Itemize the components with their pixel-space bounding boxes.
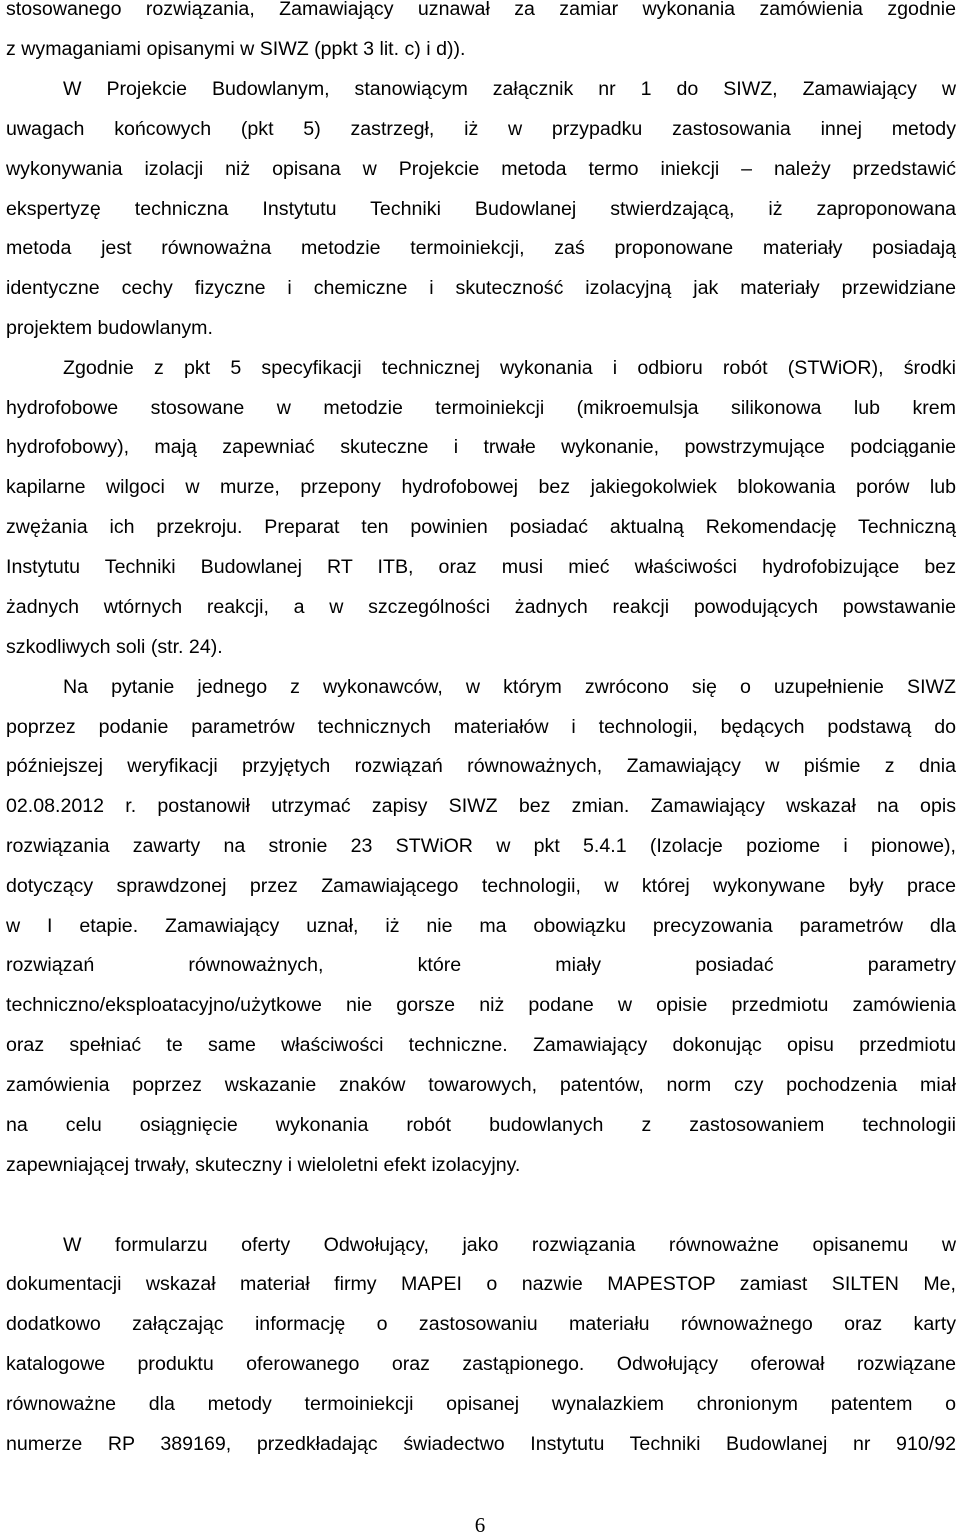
paragraph-start: W formularzu oferty Odwołujący, jako rozwiązania równoważne opisanemu w: [63, 1234, 956, 1256]
text-line: poprzez podanie parametrów technicznych materiałów i technologii, będących podstawą do: [6, 716, 956, 738]
text-line: równoważne dla metody termoiniekcji opisanej wynalazkiem chronionym patentem o: [6, 1393, 956, 1415]
text-line: rozwiązania zawarty na stronie 23 STWiOR w pkt 5.4.1 (Izolacje poziome i pionowe),: [6, 835, 956, 857]
text-line: rozwiązań równoważnych, które miały posiadać parametry: [6, 954, 956, 976]
text-line: żadnych wtórnych reakcji, a w szczególności żadnych reakcji powodujących powstawanie: [6, 596, 956, 618]
text-line: stosowanego rozwiązania, Zamawiający uznawał za zamiar wykonania zamówienia zgodnie: [6, 0, 956, 20]
paragraph-start: Zgodnie z pkt 5 specyfikacji technicznej wykonania i odbioru robót (STWiOR), środki: [63, 357, 956, 379]
paragraph-start: W Projekcie Budowlanym, stanowiącym załącznik nr 1 do SIWZ, Zamawiający w: [63, 78, 956, 100]
text-line: hydrofobowe stosowane w metodzie termoiniekcji (mikroemulsja silikonowa lub krem: [6, 397, 956, 419]
text-line: zapewniającej trwały, skuteczny i wieloletni efekt izolacyjny.: [6, 1154, 521, 1176]
text-line: późniejszej weryfikacji przyjętych rozwiązań równoważnych, Zamawiający w piśmie z dnia: [6, 755, 956, 777]
paragraph-start: Na pytanie jednego z wykonawców, w którym zwrócono się o uzupełnienie SIWZ: [63, 676, 956, 698]
text-line: szkodliwych soli (str. 24).: [6, 636, 223, 658]
text-line: numerze RP 389169, przedkładając świadectwo Instytutu Techniki Budowlanej nr 910/92: [6, 1433, 956, 1455]
text-line: ekspertyzę techniczna Instytutu Techniki Budowlanej stwierdzającą, iż zaproponowana: [6, 198, 956, 220]
text-line: oraz spełniać te same właściwości techniczne. Zamawiający dokonując opisu przedmiotu: [6, 1034, 956, 1056]
text-line: w I etapie. Zamawiający uznał, iż nie ma obowiązku precyzowania parametrów dla: [6, 915, 956, 937]
text-line: kapilarne wilgoci w murze, przepony hydrofobowej bez jakiegokolwiek blokowania porów lub: [6, 476, 956, 498]
text-line: techniczno/eksploatacyjno/użytkowe nie gorsze niż podane w opisie przedmiotu zamówienia: [6, 994, 956, 1016]
text-line: hydrofobowy), mają zapewniać skuteczne i trwałe wykonanie, powstrzymujące podciąganie: [6, 436, 956, 458]
text-line: uwagach końcowych (pkt 5) zastrzegł, iż w przypadku zastosowania innej metody: [6, 118, 956, 140]
text-line: dokumentacji wskazał materiał firmy MAPEI o nazwie MAPESTOP zamiast SILTEN Me,: [6, 1273, 956, 1295]
text-line: 02.08.2012 r. postanowił utrzymać zapisy SIWZ bez zmian. Zamawiający wskazał na opis: [6, 795, 956, 817]
text-line: na celu osiągnięcie wykonania robót budowlanych z zastosowaniem technologii: [6, 1114, 956, 1136]
text-line: identyczne cechy fizyczne i chemiczne i skuteczność izolacyjną jak materiały przewidziane: [6, 277, 956, 299]
page-number: 6: [474, 1513, 486, 1537]
text-line: zamówienia poprzez wskazanie znaków towarowych, patentów, norm czy pochodzenia miał: [6, 1074, 956, 1096]
text-line: z wymaganiami opisanymi w SIWZ (ppkt 3 lit. c) i d)).: [6, 38, 466, 60]
text-line: dodatkowo załączając informację o zastosowaniu materiału równoważnego oraz karty: [6, 1313, 956, 1335]
text-line: katalogowe produktu oferowanego oraz zastąpionego. Odwołujący oferował rozwiązane: [6, 1353, 956, 1375]
text-line: dotyczący sprawdzonej przez Zamawiającego technologii, w której wykonywane były prace: [6, 875, 956, 897]
text-line: Instytutu Techniki Budowlanej RT ITB, oraz musi mieć właściwości hydrofobizujące bez: [6, 556, 956, 578]
text-line: projektem budowlanym.: [6, 317, 213, 339]
text-line: wykonywania izolacji niż opisana w Projekcie metoda termo iniekcji – należy przedstawić: [6, 158, 956, 180]
text-line: zwężania ich przekroju. Preparat ten powinien posiadać aktualną Rekomendację Techniczną: [6, 516, 956, 538]
text-line: metoda jest równoważna metodzie termoiniekcji, zaś proponowane materiały posiadają: [6, 237, 956, 259]
